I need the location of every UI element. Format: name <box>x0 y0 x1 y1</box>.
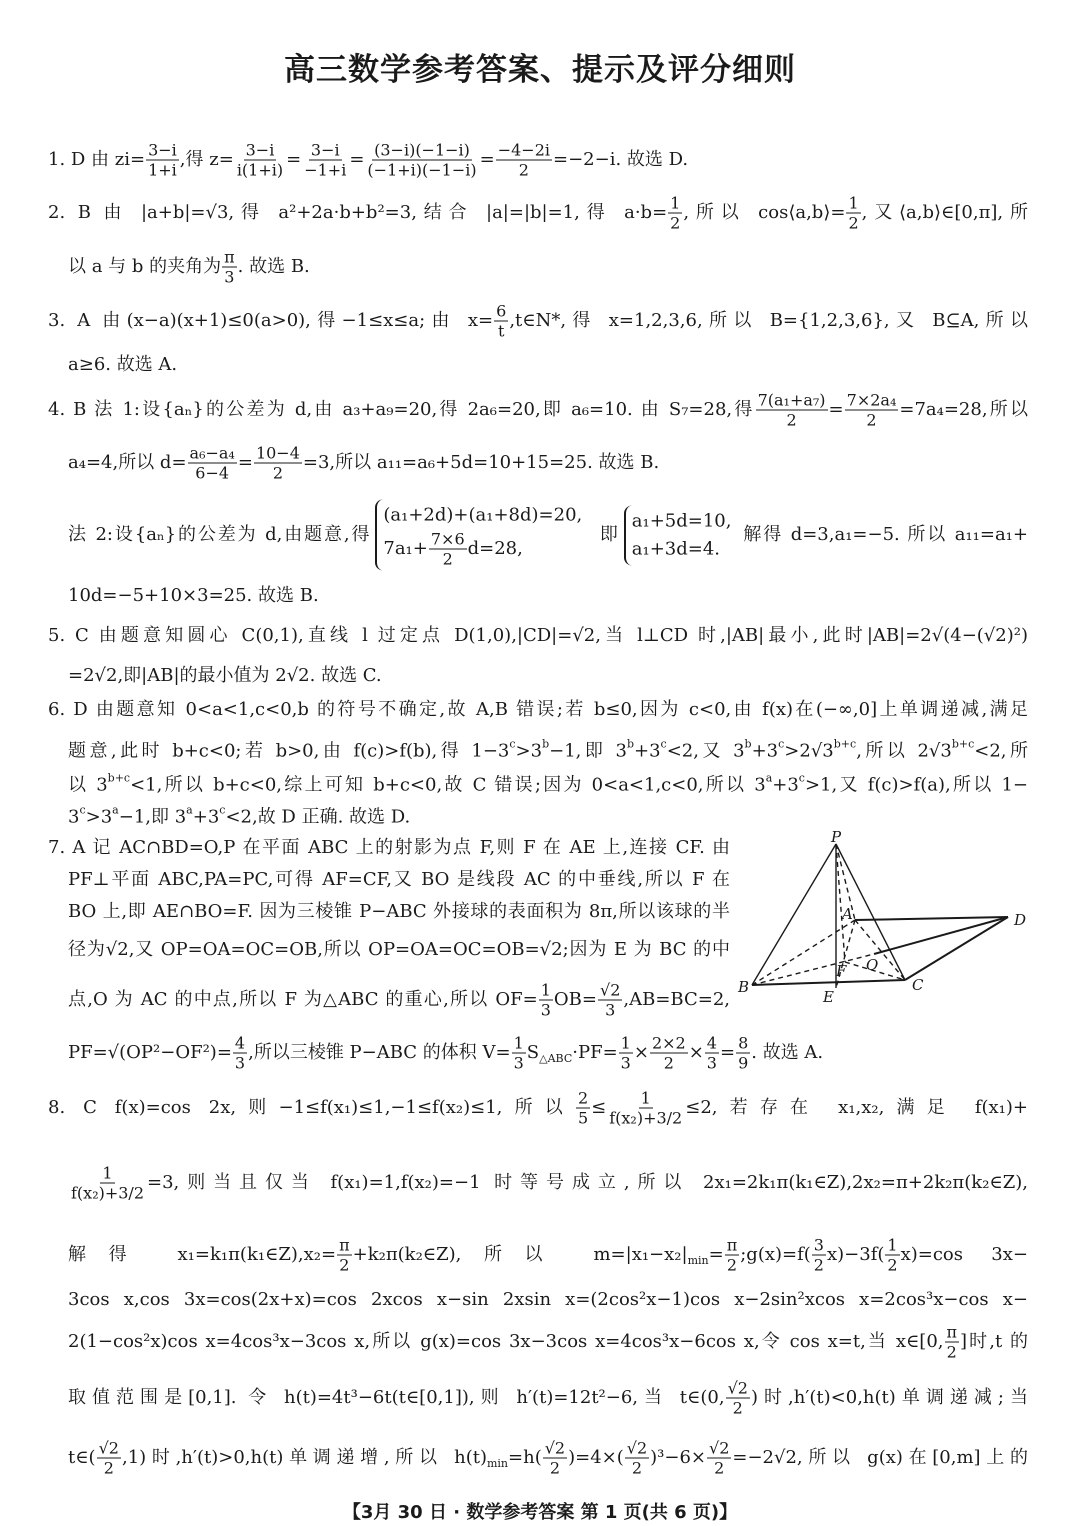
fraction-denominator: f(x₂)+3/2 <box>609 1108 683 1128</box>
fraction-denominator: 2 <box>631 1458 643 1478</box>
fraction <box>705 1034 719 1073</box>
fraction-denominator: 3 <box>706 1053 717 1073</box>
answer-line <box>68 901 730 923</box>
fraction-numerator: 2 <box>577 1088 589 1108</box>
fraction-numerator: 1 <box>848 193 859 213</box>
fraction-denominator: 2 <box>670 213 681 233</box>
text-run: ,AB=BC=2, <box>623 989 730 1010</box>
text-run: 2(1−cos²x)cos x=4cos³x−3cos x,所以 g(x)=cos 3x−3cos x=4cos³x−6cos x,令 cos x=t,当 x∈[0, <box>68 1331 944 1352</box>
text-run: +3 <box>634 740 661 762</box>
label-p: P <box>831 828 842 846</box>
text-run: 点,O 为 AC 的中点,所以 F 为△ABC 的重心,所以 OF= <box>68 989 538 1010</box>
fraction-denominator: 2 <box>786 410 797 430</box>
label-a: A <box>842 905 853 923</box>
text-run: >3 <box>85 806 113 828</box>
fraction <box>69 1164 146 1203</box>
text-run: = <box>286 149 302 170</box>
text-run: a≥6. 故选 A. <box>68 354 178 375</box>
fraction-numerator: 4 <box>234 1033 246 1053</box>
answer-line <box>68 981 730 1020</box>
text-run: = <box>708 1244 724 1265</box>
answer-line <box>48 141 688 180</box>
fraction-numerator: 7×2a₄ <box>846 390 897 410</box>
text-run: −1,即 3 <box>549 740 627 762</box>
fraction-denominator: 2 <box>339 1255 350 1275</box>
fraction-numerator: π <box>726 1235 738 1255</box>
text-run: a₁+5d=10, <box>631 510 732 531</box>
text-run: ≤2,若存在 x₁,x₂,满足 f(x₁)+ <box>685 1097 1028 1118</box>
fraction-denominator: 2 <box>272 463 283 483</box>
label-b: B <box>738 978 750 996</box>
fraction-numerator: (3−i)(−1−i) <box>374 140 470 160</box>
fraction-denominator: 3 <box>234 1053 246 1073</box>
text-run: 5. C 由题意知圆心 C(0,1),直线 l 过定点 D(1,0),|CD|=√2,当 l⊥CD 时,|AB|最小,此时|AB|=2√(4−(√2)²) <box>48 625 1028 646</box>
text-run: 解得 x₁=k₁π(k₁∈Z),x₂= <box>68 1244 337 1265</box>
scan-fade-overlay <box>760 1480 1080 1526</box>
text-run: 以 3 <box>68 774 108 796</box>
answer-line <box>48 1089 1028 1128</box>
pyramid-figure <box>735 828 1035 1008</box>
superscript: a <box>765 771 773 785</box>
subscript: min <box>687 1254 709 1267</box>
fraction <box>539 981 553 1020</box>
fraction-denominator: 2 <box>726 1255 738 1275</box>
text-run: 7. A 记 AC∩BD=O,P 在平面 ABC 上的射影为点 F,则 F 在 AE 上,连接 CF. 由 <box>48 837 730 858</box>
superscript: c <box>798 771 805 785</box>
text-run: =3,则当且仅当 f(x₁)=1,f(x₂)=−1 时等号成立,所以 2x₁=2k₁π(k₁∈Z),2x₂=π+2k₂π(k₂∈Z), <box>147 1172 1028 1193</box>
text-run: =2√2,即|AB|的最小值为 2√2. 故选 C. <box>68 665 382 686</box>
text-run: 3 <box>68 806 80 828</box>
text-run: PF=√(OP²−OF²)= <box>68 1042 232 1063</box>
text-run: 4. B 法 1:设{aₙ}的公差为 d,由 a₃+a₉=20,得 2a₆=20,即 a₆=10. 由 S₇=28,得 <box>48 399 755 420</box>
fraction-denominator: 3 <box>620 1053 631 1073</box>
fraction <box>625 1439 649 1478</box>
text-run: <2,所 <box>974 740 1028 762</box>
answer-line <box>48 625 1028 647</box>
fraction-denominator: 3 <box>224 267 235 287</box>
answer-line <box>68 1236 1028 1275</box>
fraction <box>543 1439 567 1478</box>
subscript: △ABC <box>539 1052 573 1065</box>
superscript: c <box>509 737 516 751</box>
fraction-denominator: 2 <box>946 1342 957 1362</box>
text-run: ,又⟨a,b⟩∈[0,π],所 <box>861 202 1028 223</box>
fraction <box>188 444 237 483</box>
text-run: )=4×( <box>568 1447 624 1468</box>
superscript: b <box>542 737 550 751</box>
text-run: . 故选 A. <box>751 1042 824 1063</box>
fraction-denominator: f(x₂)+3/2 <box>71 1183 144 1203</box>
text-run: −1,即 3 <box>118 806 187 828</box>
answer-line <box>68 768 1028 797</box>
text-run: )时,h′(t)<0,h(t)单调递减;当 <box>750 1387 1028 1408</box>
text-run: 1. D 由 zi= <box>48 149 146 170</box>
answer-line <box>68 1164 1028 1203</box>
superscript: c <box>778 737 785 751</box>
superscript: a <box>186 803 193 817</box>
fraction-numerator: 10−4 <box>255 443 300 463</box>
fraction-denominator: 2 <box>518 160 529 180</box>
text-run: ,t∈N*,得 x=1,2,3,6,所以 B={1,2,3,6},又 B⊆A,所以 <box>509 310 1028 331</box>
fraction <box>845 391 899 430</box>
text-run: +3 <box>751 740 779 762</box>
fraction-numerator: 1 <box>620 1033 631 1053</box>
answer-line <box>68 665 382 687</box>
fraction-denominator: 6−4 <box>195 463 230 483</box>
fraction-numerator: 4 <box>706 1033 717 1053</box>
answer-line <box>48 837 730 859</box>
fraction-numerator: a₆−a₄ <box>189 443 235 463</box>
fraction-denominator: 3 <box>513 1053 524 1073</box>
fraction-numerator: 1 <box>640 1088 651 1108</box>
text-run: 即 <box>592 524 620 545</box>
text-run: a₁+3d=4. <box>631 538 721 559</box>
fraction-numerator: √2 <box>727 1378 748 1398</box>
text-run: = <box>719 1042 736 1063</box>
fraction-denominator: −1+i <box>304 160 347 180</box>
fraction-numerator: 3 <box>813 1235 824 1255</box>
text-run: =−2−i. 故选 D. <box>553 149 689 170</box>
equation-row <box>383 502 582 530</box>
fraction <box>302 141 348 180</box>
fraction-numerator: 7×6 <box>430 529 465 549</box>
answer-line <box>68 734 1028 763</box>
fraction <box>707 1439 731 1478</box>
text-run: ,得 z= <box>179 149 234 170</box>
answer-line <box>68 444 659 483</box>
superscript: b+c <box>951 737 975 751</box>
fraction <box>496 141 552 180</box>
text-run: 7a₁+ <box>383 538 428 559</box>
text-run: +3 <box>772 774 799 796</box>
fraction-denominator: 2 <box>813 1255 824 1275</box>
label-d: D <box>1014 911 1027 929</box>
page-footer: 【3月 30 日 · 数学参考答案 第 1 页(共 6 页)】 <box>342 1502 738 1523</box>
fraction-numerator: 6 <box>496 301 507 321</box>
text-run: x)=cos 3x− <box>900 1244 1028 1265</box>
label-e: E <box>823 988 834 1006</box>
fraction-denominator: 3 <box>540 1000 551 1020</box>
edge-ac <box>855 920 905 980</box>
edge-cd <box>905 917 1008 980</box>
fraction <box>846 194 860 233</box>
answer-line <box>68 1289 1028 1311</box>
fraction <box>576 1089 590 1128</box>
fraction-denominator: (−1+i)(−1−i) <box>367 160 477 180</box>
fraction <box>97 1439 121 1478</box>
text-run: BO 上,即 AE∩BO=F. 因为三棱锥 P−ABC 外接球的表面积为 8π,所以该球的半 <box>68 901 730 922</box>
text-run: ≤ <box>591 1097 607 1118</box>
fraction-numerator: 8 <box>738 1033 749 1053</box>
text-run: 8. C f(x)=cos 2x,则−1≤f(x₁)≤1,−1≤f(x₂)≤1,所以 <box>48 1097 575 1118</box>
fraction <box>233 1034 247 1073</box>
text-run: = <box>349 149 365 170</box>
text-run: 2. B 由 |a+b|=√3,得 a²+2a·b+b²=3,结合 |a|=|b|=1,得 a·b= <box>48 202 668 223</box>
fraction-numerator: π <box>946 1322 958 1342</box>
text-run: <1,所以 b+c<0,综上可知 b+c<0,故 C 错误;因为 0<a<1,c<0,所以 3 <box>130 774 766 796</box>
fraction-denominator: 2 <box>866 410 877 430</box>
fraction-denominator: 2 <box>887 1255 898 1275</box>
fraction-denominator: 2 <box>549 1458 561 1478</box>
text-run: = <box>237 452 253 473</box>
text-run: t∈( <box>68 1447 96 1468</box>
fraction-denominator: 2 <box>663 1053 674 1073</box>
fraction <box>650 1034 688 1073</box>
fraction <box>429 530 467 569</box>
equation-row <box>632 535 732 563</box>
fraction-numerator: π <box>224 247 235 267</box>
answer-line <box>48 699 1028 721</box>
text-run: 6. D 由题意知 0<a<1,c<0,b 的符号不确定,故 A,B 错误;若 b≤0,因为 c<0,由 f(x)在(−∞,0]上单调递减,满足 <box>48 699 1028 720</box>
fraction-denominator: 1+i <box>148 160 177 180</box>
text-run: )³−6× <box>650 1447 707 1468</box>
fraction-numerator: √2 <box>544 1438 566 1458</box>
fraction <box>726 1379 750 1418</box>
text-run: × <box>688 1042 704 1063</box>
fraction <box>619 1034 633 1073</box>
text-run: ,所以 2√3 <box>856 740 952 762</box>
text-run: a₄=4,所以 d= <box>68 452 187 473</box>
text-run: d=28, <box>467 538 523 559</box>
fraction <box>512 1034 526 1073</box>
text-run: 10d=−5+10×3=25. 故选 B. <box>68 585 319 606</box>
fraction-denominator: 3 <box>605 1000 616 1020</box>
fraction-numerator: √2 <box>98 1438 119 1458</box>
fraction <box>885 1236 899 1275</box>
equation-row <box>632 507 732 535</box>
text-run: PF⊥平面 ABC,PA=PC,可得 AF=CF,又 BO 是线段 AC 的中垂线,所以 F 在 <box>68 869 730 890</box>
fraction-numerator: 2×2 <box>651 1033 686 1053</box>
fraction-denominator: 9 <box>738 1053 749 1073</box>
fraction-numerator: 7(a₁+a₇) <box>757 390 826 410</box>
edge-od <box>874 917 1008 954</box>
superscript: b+c <box>833 737 857 751</box>
fraction-numerator: 1 <box>540 980 551 1000</box>
text-run: 取值范围是[0,1]. 令 h(t)=4t³−6t(t∈[0,1]),则 h′(t)=12t²−6,当 t∈(0, <box>68 1387 725 1408</box>
text-run: × <box>633 1042 649 1063</box>
fraction-numerator: √2 <box>600 980 621 1000</box>
answer-line <box>48 391 1028 430</box>
fraction <box>668 194 682 233</box>
text-run: 3. A 由(x−a)(x+1)≤0(a>0),得−1≤x≤a;由 x= <box>48 310 494 331</box>
text-run: ;g(x)=f( <box>740 1244 811 1265</box>
text-run: = <box>828 399 844 420</box>
fraction-numerator: 1 <box>102 1163 113 1183</box>
fraction <box>337 1236 352 1275</box>
fraction <box>598 981 622 1020</box>
text-run: =h( <box>508 1447 542 1468</box>
fraction-numerator: 1 <box>513 1033 524 1053</box>
text-run: ]时,t 的 <box>960 1331 1028 1352</box>
text-run: = <box>479 149 495 170</box>
text-run: >1,又 f(c)>f(a),所以 1− <box>804 774 1028 796</box>
fraction <box>725 1236 740 1275</box>
superscript: c <box>660 737 667 751</box>
fraction <box>607 1089 684 1128</box>
edge-bo <box>752 954 874 985</box>
fraction-numerator: 3−i <box>245 140 275 160</box>
edge-ad <box>855 917 1008 920</box>
text-run: <2,又 3 <box>666 740 745 762</box>
fraction-denominator: i(1+i) <box>236 160 284 180</box>
fraction-numerator: 3−i <box>148 140 177 160</box>
fraction <box>494 302 508 341</box>
superscript: b <box>744 737 752 751</box>
text-run: 3cos x,cos 3x=cos(2x+x)=cos 2xcos x−sin 2xsin x=(2cos²x−1)cos x−2sin²xcos x=2cos³x−cos x− <box>68 1289 1028 1310</box>
text-run: =−2√2,所以 g(x)在[0,m]上的 <box>732 1447 1028 1468</box>
page-title: 高三数学参考答案、提示及评分细则 <box>284 52 796 88</box>
fraction <box>812 1236 826 1275</box>
text-run: =3,所以 a₁₁=a₆+5d=10+15=25. 故选 B. <box>302 452 660 473</box>
fraction-numerator: 1 <box>887 1235 898 1255</box>
label-c: C <box>912 976 924 994</box>
text-run: ,所以 cos⟨a,b⟩= <box>683 202 846 223</box>
answer-line <box>48 302 1028 341</box>
text-run: 法 2:设{aₙ}的公差为 d,由题意,得 <box>68 524 372 545</box>
fraction-denominator: t <box>498 321 505 341</box>
text-run: 以 a 与 b 的夹角为 <box>68 256 222 277</box>
fraction-denominator: 2 <box>848 213 859 233</box>
superscript: c <box>219 803 226 817</box>
text-run: (a₁+2d)+(a₁+8d)=20, <box>383 504 583 526</box>
fraction <box>756 391 828 430</box>
label-f: F <box>836 962 847 980</box>
edge-pb <box>752 844 836 985</box>
superscript: b <box>626 737 634 751</box>
edge-bc <box>752 980 905 985</box>
text-run: OB= <box>553 989 597 1010</box>
fraction-numerator: √2 <box>626 1438 648 1458</box>
text-run: 解得 d=3,a₁=−5. 所以 a₁₁=a₁+ <box>741 524 1028 545</box>
text-run: =7a₄=28,所以 <box>899 399 1028 420</box>
text-run: . 故选 B. <box>237 256 310 277</box>
fraction-denominator: 2 <box>714 1458 725 1478</box>
answer-line <box>68 939 730 961</box>
fraction-numerator: 1 <box>670 193 681 213</box>
fraction <box>235 141 285 180</box>
fraction <box>254 444 302 483</box>
text-run: >3 <box>515 740 543 762</box>
superscript: c <box>79 803 86 817</box>
equation-system <box>375 500 588 571</box>
equation-system <box>624 505 738 565</box>
answer-line <box>68 1323 1028 1362</box>
text-run: +k₂π(k₂∈Z),所以 m=|x₁−x₂| <box>352 1244 688 1265</box>
text-run: x)−3f( <box>826 1244 885 1265</box>
fraction-denominator: 5 <box>577 1108 589 1128</box>
answer-line <box>68 869 730 891</box>
label-o: O <box>866 956 879 974</box>
fraction-denominator: 2 <box>442 549 453 569</box>
fraction-numerator: √2 <box>709 1438 730 1458</box>
fraction-denominator: 2 <box>732 1398 743 1418</box>
subscript: min <box>486 1457 509 1470</box>
answer-line <box>68 585 319 607</box>
fraction-numerator: π <box>339 1235 350 1255</box>
text-run: ,1)时,h′(t)>0,h(t)单调递增,所以 h(t) <box>121 1447 487 1468</box>
fraction-numerator: 3−i <box>310 140 340 160</box>
answer-line <box>68 248 310 287</box>
fraction <box>736 1034 750 1073</box>
text-run: 径为√2,又 OP=OA=OC=OB,所以 OP=OA=OC=OB=√2;因为 E 为 BC 的中 <box>68 939 730 960</box>
answer-line <box>68 1379 1028 1418</box>
text-run: +3 <box>192 806 220 828</box>
fraction <box>222 248 237 287</box>
equation-row <box>383 530 582 569</box>
text-run: S <box>526 1042 540 1063</box>
fraction-numerator: −4−2i <box>497 140 550 160</box>
text-run: <2,故 D 正确. 故选 D. <box>225 806 411 828</box>
superscript: a <box>112 803 119 817</box>
text-run: >2√3 <box>784 740 834 762</box>
answer-line <box>68 500 1028 571</box>
answer-line <box>68 354 177 376</box>
fraction <box>945 1323 960 1362</box>
answer-line <box>68 1034 823 1073</box>
text-run: ·PF= <box>572 1042 618 1063</box>
fraction <box>146 141 179 180</box>
text-run: 题意,此时 b+c<0;若 b>0,由 f(c)>f(b),得 1−3 <box>68 740 510 762</box>
superscript: b+c <box>107 771 131 785</box>
fraction-denominator: 2 <box>103 1458 114 1478</box>
text-run: ,所以三棱锥 P−ABC 的体积 V= <box>248 1042 511 1063</box>
fraction <box>365 141 478 180</box>
answer-line <box>68 1439 1028 1478</box>
answer-line <box>68 800 410 829</box>
answer-line <box>48 194 1028 233</box>
